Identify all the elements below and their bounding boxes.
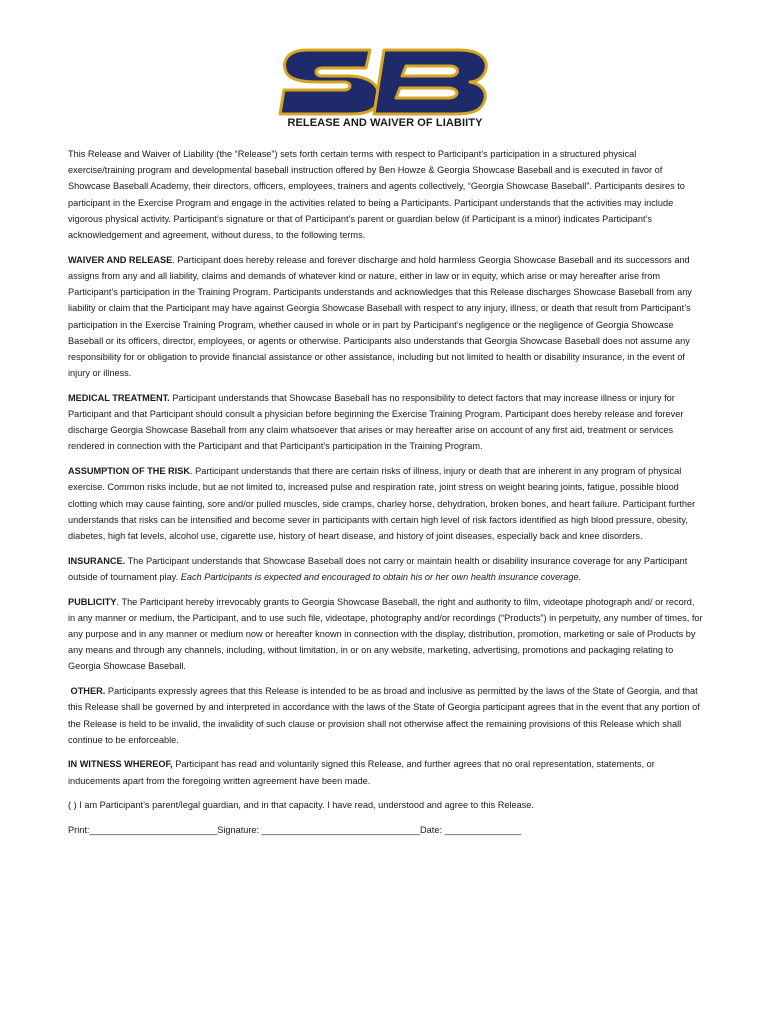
section-publicity: PUBLICITY. The Participant hereby irrevocably grants to Georgia Showcase Baseball, the right and authority to film, videotape photograph and/ or record, in any manner or medium, the Participant, and to use such file, videotape, photography and/or recordings (“Products”) in perpetuity, any number of times, for any purpose and in any manner or medium now or hereafter known in connection with the display, distribution, promotion, marketing or sale of Products by any means and through any channels, including, without limitation, in or on any website, marketing, advertising, promotions and packaging relating to Georgia Showcase Baseball. (68, 596, 703, 672)
section-heading: INSURANCE. (68, 555, 126, 566)
section-text: Participant understands that Showcase Baseball has no responsibility to detect factors that may increase illness or injury for Participant and that Participant should consult a physician before beginning the Exercise Training Program. Participant does hereby release and forever discharge Georgia Showcase Baseball from any claim whatsoever that arises or may hereafter arise on account of any first aid, treatment or services rendered in connection with the Participant and that Participant’s participation in the Training Program. (68, 392, 684, 452)
section-heading: MEDICAL TREATMENT. (68, 392, 170, 403)
print-field[interactable]: _________________________ (89, 825, 218, 836)
intro-paragraph: This Release and Waiver of Liability (the “Release”) sets forth certain terms with respect to Participant’s participation in a structured physical exercise/training program and developmental baseball instruction offered by Ben Howze & Georgia Showcase Baseball and is executed in favor of Showcase Baseball Academy, their directors, officers, employees, trainers and agents collectively, “Georgia Showcase Baseball”. Participants desires to participant in the Exercise Program and engage in the activities related to being a Participants. Participant understands that the activities may include vigorous physical activity. Participant’s signature or that of Participant’s parent or guardian below (if Participant is a minor) indicates Participant’s acknowledgement and agreement, without duress, to the following terms. (68, 149, 685, 241)
section-text: Participant does hereby release and forever discharge and hold harmless Georgia Showcase Baseball and its successors and assigns from any and all liability, claims and demands of whatever kind or nature, either in law or in equity, which arise or may hereafter arise from Participant’s participation in the Training Program. Participants understands and acknowledges that this Release discharges Showcase Baseball from any liability or claim that the Participant may have against Georgia Showcase Baseball with respect to any injury, illness, or death that result from Participant’s participation in the Exercise Training Program, whether caused in whole or in part by Participant’s negligence or the negligence of Georgia Showcase Baseball or its officers, director, employees, or agents or otherwise. Participants also understands that Georgia Showcase Baseball does not assume any responsibility for or obligation to provide financial assistance or other assistance, including but not limited to health or disability insurance, in the event of injury or illness. (68, 254, 692, 379)
section-heading: OTHER. (68, 686, 106, 697)
section-text: The Participant understands that Showcase Baseball does not carry or maintain health or disability insurance coverage for any Participant outside of tournament play. (68, 555, 688, 582)
section-heading: WAIVER AND RELEASE (68, 254, 173, 265)
section-insurance (68, 553, 704, 585)
document-title: RELEASE AND WAIVER OF LIABIITY (287, 117, 483, 129)
guardian-statement[interactable]: ( ) I am Participant’s parent/legal guardian, and in that capacity. I have read, understood and agree to this Release. (68, 800, 534, 811)
signature-field[interactable]: _______________________________ (261, 825, 421, 836)
section-heading: IN WITNESS WHEREOF, (68, 759, 173, 770)
print-label: Print: (68, 825, 90, 836)
date-label: Date: (420, 825, 445, 836)
sb-logo (278, 46, 492, 118)
signature-line (68, 822, 704, 838)
section-waiver-release: WAIVER AND RELEASE. Participant does hereby release and forever discharge and hold harmless Georgia Showcase Baseball and its successors and assigns from any and all liability, claims and demands of whatever kind or nature, either in law or in equity, which arise or may hereafter arise from Participant’s participation in the Training Program. Participants understands and acknowledges that this Release discharges Showcase Baseball from any liability or claim that the Participant may have against Georgia Showcase Baseball with respect to any injury, illness, or death that result from Participant’s participation in the Exercise Training Program, whether caused in whole or in part by Participant’s negligence or the negligence of Georgia Showcase Baseball or its officers, director, employees, or agents or otherwise. Participants also understands that Georgia Showcase Baseball does not assume any responsibility for or obligation to provide financial assistance or other assistance, including but not limited to health or disability insurance, in the event of injury or illness. (68, 254, 692, 379)
section-text: Participant has read and voluntarily signed this Release, and further agrees that no oral representation, statements, or inducements apart from the foregoing written agreement have been made. (68, 759, 655, 786)
section-other (68, 683, 704, 748)
section-in-witness (68, 756, 704, 788)
document-body (68, 146, 704, 838)
signature-label: Signature: (217, 825, 262, 836)
section-text: Participants expressly agrees that this Release is intended to be as broad and inclusive as permitted by the laws of the State of Georgia, and that this Release shall be governed by and interpreted in accordance with the laws of the State of Georgia participant agrees that in the event that any portion of the Release is held to be invalid, the invalidity of such clause or provision shall not otherwise affect the remaining provisions of this Release which shall continue to be enforceable. (68, 686, 700, 745)
section-text: The Participant hereby irrevocably grants to Georgia Showcase Baseball, the right and authority to film, videotape photograph and/ or record, in any manner or medium, the Participant, and to use such file, videotape, photography and/or recordings (“Products”) in perpetuity, any number of times, for any purpose and in any manner or medium now or hereafter known in connection with the display, distribution, promotion, marketing or sale of Products by any means and through any channels, including, without limitation, in or on any website, marketing, advertising, promotions and packaging relating to Georgia Showcase Baseball. (68, 596, 703, 672)
date-field[interactable]: _______________ (444, 825, 522, 836)
section-medical-treatment (68, 390, 704, 455)
section-heading: PUBLICITY (68, 596, 117, 607)
section-text: Participant understands that there are certain risks of illness, injury or death that are inherent in any program of physical exercise. Common risks include, but ae not limited to, increased pulse and respiration rate, joint stress on weight bearing joints, fatigue, possible blood clotting which may cause fainting, sore and/or pulled muscles, side cramps, charley horse, dehydration, broken bones, and heart failure. Participant further understands that risks can be intensified and become sever in participants with certain high level of risk factors identified as high blood pressure, obesity, diabetes, high fat levels, alcohol use, cigarette use, history of heart disease, and history of joint diseases, especially back and knee disorders. (68, 466, 696, 541)
section-heading: ASSUMPTION OF THE RISK (68, 466, 190, 477)
section-assumption-of-risk: ASSUMPTION OF THE RISK. Participant understands that there are certain risks of illness, injury or death that are inherent in any program of physical exercise. Common risks include, but ae not limited to, increased pulse and respiration rate, joint stress on weight bearing joints, fatigue, possible blood clotting which may cause fainting, sore and/or pulled muscles, side cramps, charley horse, dehydration, broken bones, and heart failure. Participant further understands that risks can be intensified and become sever in participants with certain high level of risk factors identified as high blood pressure, obesity, diabetes, high fat levels, alcohol use, cigarette use, history of heart disease, and history of joint diseases, especially back and knee disorders. (68, 466, 696, 541)
section-italic-text: Each Participants is expected and encouraged to obtain his or her own health insurance coverage. (180, 571, 582, 582)
